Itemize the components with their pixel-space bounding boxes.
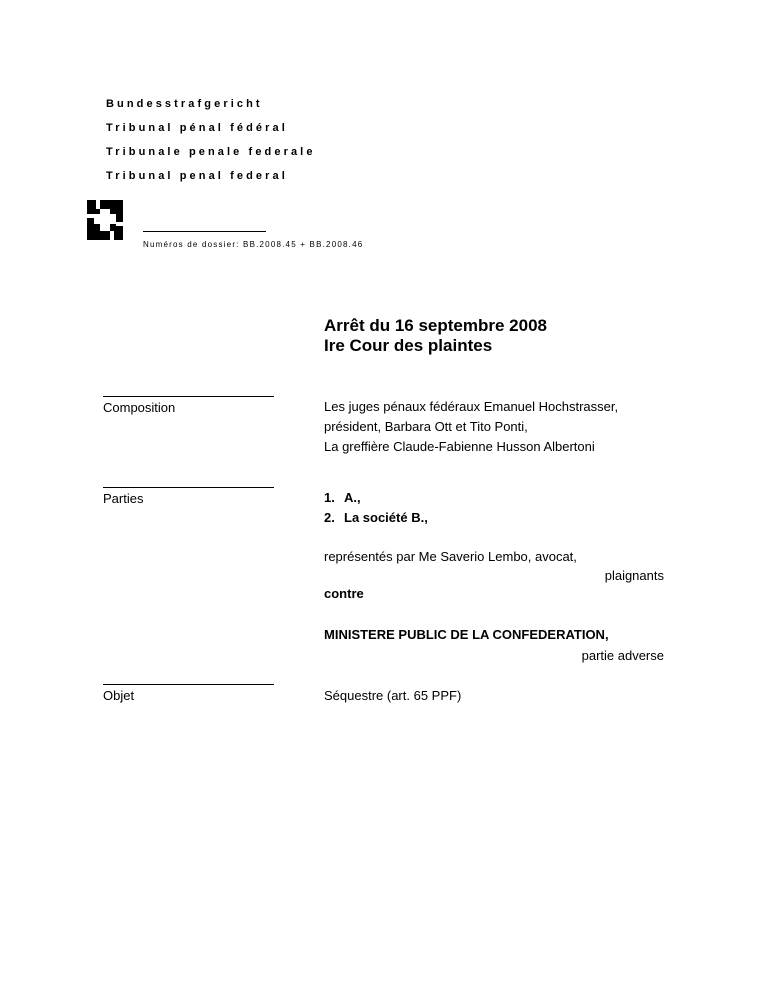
represented-by: représentés par Me Saverio Lembo, avocat, (324, 549, 577, 564)
party-name: La société B., (344, 510, 428, 525)
party-item-1 (324, 488, 361, 508)
parties-rule (103, 487, 274, 488)
objet-rule (103, 684, 274, 685)
objet-text: Séquestre (art. 65 PPF) (324, 688, 462, 703)
role-plaintiffs: plaignants (604, 568, 664, 583)
role-adverse: partie adverse (581, 648, 664, 663)
composition-line-2: président, Barbara Ott et Tito Ponti, (324, 419, 528, 434)
court-name-it: Tribunale penale federale (106, 146, 316, 158)
composition-line-1: Les juges pénaux fédéraux Emanuel Hochstrasser, (324, 399, 619, 414)
court-name-rm: Tribunal penal federal (106, 170, 288, 182)
court-name-fr: Tribunal pénal fédéral (106, 122, 288, 134)
court-name-de: Bundesstrafgericht (106, 98, 263, 110)
party-number: 2. (324, 510, 335, 525)
composition-line-3: La greffière Claude-Fabienne Husson Albertoni (324, 439, 595, 454)
court-chamber: Ire Cour des plaintes (324, 336, 493, 355)
party-number: 1. (324, 490, 335, 505)
parties-label: Parties (103, 491, 144, 506)
swiss-cross-logo-icon (87, 200, 123, 240)
party-item-2 (324, 508, 428, 528)
adverse-party: MINISTERE PUBLIC DE LA CONFEDERATION, (324, 627, 609, 642)
contre: contre (324, 586, 364, 601)
composition-rule (103, 396, 274, 397)
objet-label: Objet (103, 688, 135, 703)
page-title: Arrêt du 16 septembre 2008 (324, 316, 547, 335)
party-name: A., (344, 490, 361, 505)
composition-label: Composition (103, 400, 176, 415)
header-rule (143, 231, 266, 232)
dossier-numbers: Numéros de dossier: BB.2008.45 + BB.2008.46 (143, 240, 364, 249)
